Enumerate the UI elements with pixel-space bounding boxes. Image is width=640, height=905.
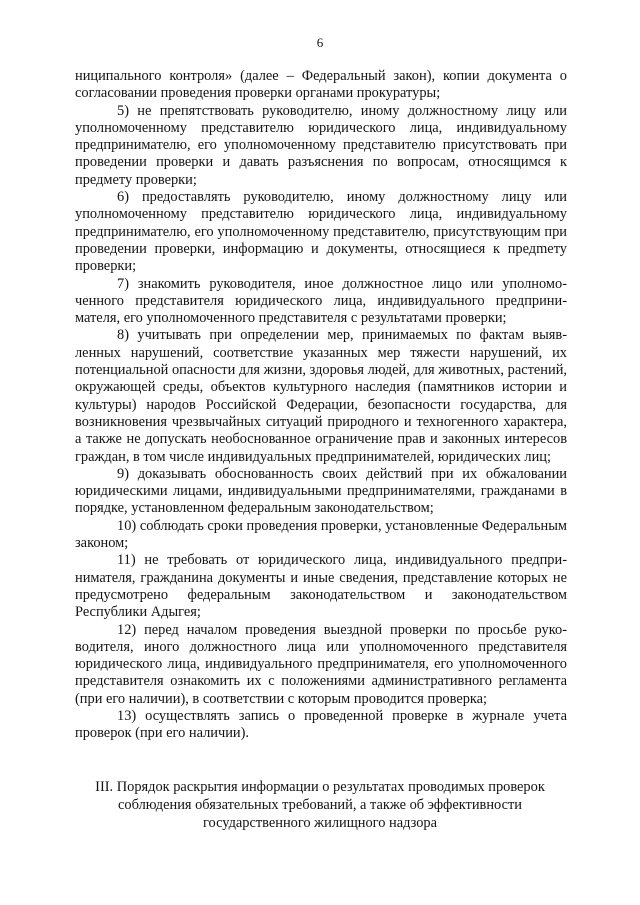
section-heading-line-1: III. Порядок раскрытия информации о результатах проводимых проверок	[95, 779, 545, 795]
paragraph-item-10: 10) соблюдать сроки проведения проверки, установленные Федеральным законом;	[75, 517, 567, 552]
document-body	[75, 68, 567, 743]
paragraph-item-7: 7) знакомить руководителя, иное должностное лицо или уполномоченного представителя юридического лица, индивидуального предпринимателя, его уполномоченного представителя с результатами проверки;	[75, 275, 567, 327]
paragraph-item-12: 12) перед началом проведения выездной проверки по просьбе руководителя, иного должностного лица или уполномоченного представителя юридического лица, индивидуального предпринимателя, его уполномоченного представителя ознакомить их с положениями административного регламента (при его наличии), в соответствии с которым проводится проверка;	[75, 621, 567, 707]
paragraph-item-8: 8) учитывать при определении мер, принимаемых по фактам выявленных нарушений, соответствие указанных мер тяжести нарушений, их потенциальной опасности для жизни, здоровья людей, для животных, растений, окружающей среды, объектов культурного наследия (памятников истории и культуры) народов Российской Федерации, безопасности государства, для возникновения чрезвычайных ситуаций природного и техногенного характера, а также не допускать необоснованное ограничение прав и законных интересов граждан, в том числе индивидуальных предпринимателей, юридических лиц;	[75, 327, 567, 465]
section-heading	[64, 779, 576, 832]
paragraph-continuation: ниципального контроля» (далее – Федеральный закон), копии документа о согласовании проведения проверки органами прокуратуры;	[75, 68, 567, 102]
page-number: 6	[316, 35, 324, 50]
section-heading-line-3: государственного жилищного надзора	[202, 814, 437, 831]
paragraph-item-13: 13) осуществлять запись о проведенной проверке в журнале учета проверок (при его наличии).	[75, 707, 567, 742]
paragraph-item-9: 9) доказывать обоснованность своих действий при их обжаловании юридическими лицами, индивидуальными предпринимателями, гражданами в порядке, установленном федеральным законодательством;	[75, 465, 567, 517]
paragraph-item-6: 6) предоставлять руководителю, иному должностному лицу или уполномоченному представителю юридического лица, индивидуальному предпринимателю, его уполномоченному представителю, присутствующим при проведении проверки, информацию и документы, относящиеся к предmету проверки;	[75, 189, 567, 275]
paragraph-item-11: 11) не требовать от юридического лица, индивидуального предпринимателя, гражданина документы и иные сведения, представление которых не предусмотрено федеральным законодательством и законодательством Республики Адыгея;	[75, 552, 567, 621]
section-heading-line-2: соблюдения обязательных требований, а также об эффективности	[118, 796, 522, 813]
paragraph-item-5: 5) не препятствовать руководителю, иному должностному лицу или уполномоченному представителю юридического лица, индивидуальному предпринимателю, его уполномоченному представителю присутствовать при проведении проверки и давать разъяснения по вопросам, относящимся к предмету проверки;	[75, 102, 567, 188]
